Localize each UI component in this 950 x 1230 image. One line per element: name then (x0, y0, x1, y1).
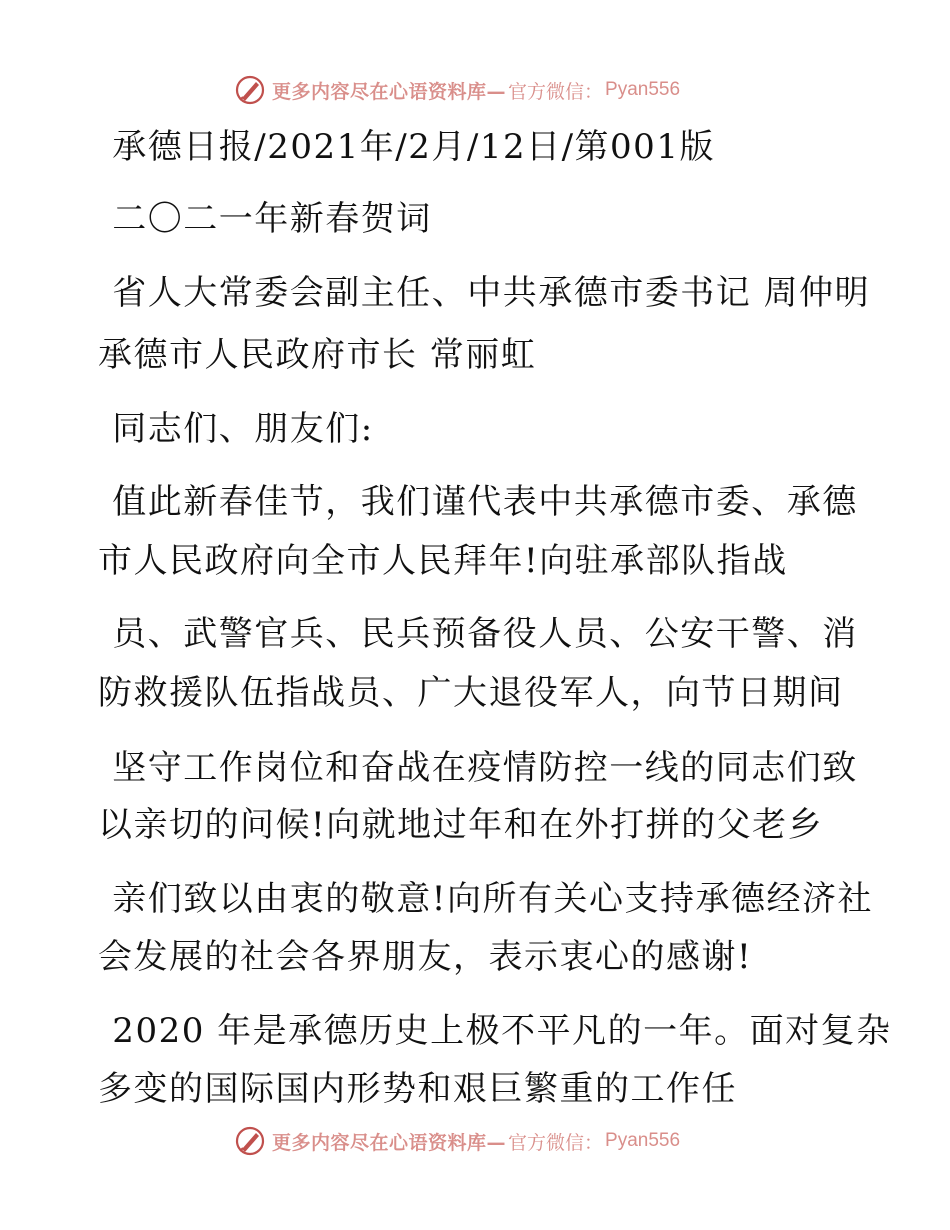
paragraph-line: 市人民政府向全市人民拜年!向驻承部队指战 (98, 541, 788, 581)
watermark-text: 更多内容尽在心语资料库— (272, 1131, 507, 1154)
watermark-wechat-label: 官方微信： (508, 1131, 604, 1154)
author-line: 省人大常委会副主任、中共承德市委书记 周仲明 (100, 273, 871, 313)
quill-pen-logo-icon (234, 74, 266, 106)
quill-pen-logo-icon (234, 1125, 266, 1157)
paragraph-line: 坚守工作岗位和奋战在疫情防控一线的同志们致 (100, 748, 858, 788)
article-title: 二〇二一年新春贺词 (100, 199, 432, 239)
paragraph-line: 防救援队伍指战员、广大退役军人，向节日期间 (98, 673, 844, 713)
paragraph-line: 2020 年是承德历史上极不平凡的一年。面对复杂 (100, 1011, 892, 1051)
paragraph-line: 值此新春佳节，我们谨代表中共承德市委、承德 (100, 482, 858, 522)
watermark-header (234, 72, 680, 108)
watermark-wechat-id: Pyan556 (605, 79, 681, 100)
paragraph-line: 以亲切的问候!向就地过年和在外打拼的父老乡 (98, 805, 824, 845)
paragraph-line: 会发展的社会各界朋友，表示衷心的感谢! (98, 937, 753, 977)
watermark-wechat-id: Pyan556 (605, 1130, 681, 1151)
author-line: 承德市人民政府市长 常丽虹 (98, 335, 537, 375)
watermark-text: 更多内容尽在心语资料库— (272, 80, 507, 103)
watermark-footer (234, 1123, 680, 1159)
salutation: 同志们、朋友们: (100, 409, 374, 449)
paragraph-line: 员、武警官兵、民兵预备役人员、公安干警、消 (100, 614, 858, 654)
paragraph-line: 多变的国际国内形势和艰巨繁重的工作任 (98, 1069, 737, 1109)
paragraph-line: 亲们致以由衷的敬意!向所有关心支持承德经济社 (100, 879, 873, 919)
newspaper-source-line: 承德日报/2021年/2月/12日/第001版 (100, 127, 715, 167)
watermark-wechat-label: 官方微信： (508, 80, 604, 103)
